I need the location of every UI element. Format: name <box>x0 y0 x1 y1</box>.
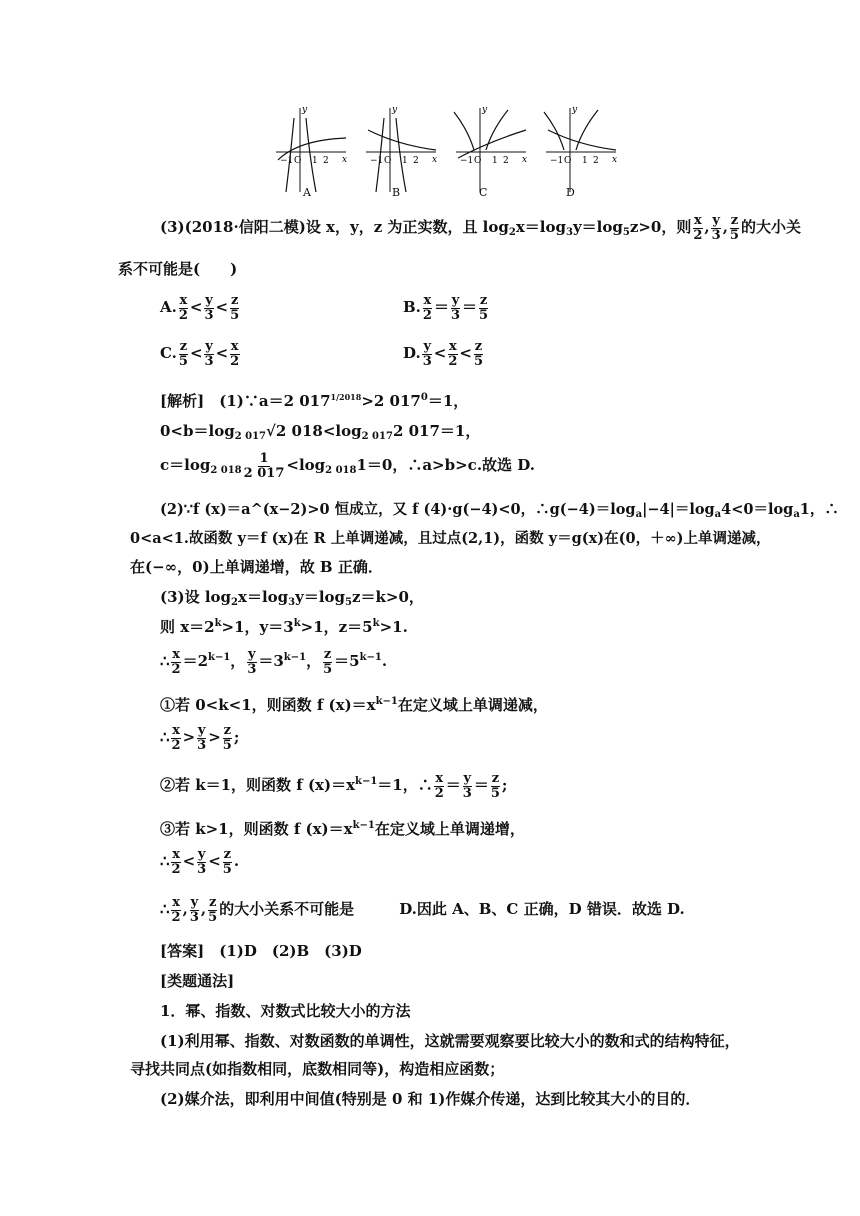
analysis-p1-line-2: $0<b=\log_{2 017}√2$ $018<\log_{2 017}2$ 017＝1， <box>160 422 481 442</box>
graph-c <box>454 105 527 192</box>
graph-a <box>276 105 347 192</box>
analysis-p2-line-3: 在(−∞，0)上单调递增，故 B 正确． <box>130 558 383 576</box>
svg-text:1: 1 <box>492 156 498 166</box>
analysis-p3-line-3: ∴ $\frac{x}{2}$ $=2^{k-1}$， $\frac{y}{3}$ $=3^{k-1}$， $\frac{z}{5}$ $=5^{k-1}$. <box>160 647 388 677</box>
svg-text:−1: −1 <box>370 156 384 166</box>
analysis-p3-line-1: (3)设 $\log_2x=\log_3y=\log_5z=k>0$， <box>160 588 424 608</box>
svg-text:y: y <box>482 105 488 115</box>
graph-d <box>544 105 617 192</box>
option-d: D. $\frac{y}{3}$ < $\frac{x}{2}$ < $\frac{z}{5}$ <box>403 339 483 369</box>
svg-text:1: 1 <box>582 156 588 166</box>
question-3-line-2: 系不可能是( ) <box>118 260 238 278</box>
analysis-p2-line-2: 0<a<1.故函数 y＝f (x)在 R 上单调递减，且过点(2,1)，函数 y＝g(x)在(0，＋∞)上单调递减， <box>130 530 771 547</box>
method-heading: 1．幂、指数、对数式比较大小的方法 <box>160 1002 411 1020</box>
method-label: [类题通法] <box>160 972 235 990</box>
method-p1-line-2: 寻找共同点(如指数相同，底数相同等)，构造相应函数； <box>130 1060 505 1078</box>
svg-text:1: 1 <box>402 156 408 166</box>
graph-b <box>366 105 437 192</box>
svg-text:O: O <box>474 156 482 166</box>
analysis-p3-case-1-result: ∴ $\frac{x}{2}$ > $\frac{y}{3}$ > $\frac{z}{5}$ ; <box>160 723 240 753</box>
analysis-p3-line-2: 则 $x=2^k>1$，$y=3^k>1$，$z=5^k>1$. <box>160 618 408 636</box>
answer-line: [答案] (1)D (2)B (3)D <box>160 942 362 960</box>
analysis-p1-line-1: [解析] (1)∵a＝2 $017^{1/2018}>2$ $017^0=1$， <box>160 392 469 410</box>
svg-text:2: 2 <box>593 156 599 166</box>
svg-text:x: x <box>522 155 528 165</box>
svg-text:y: y <box>302 105 308 115</box>
method-p2: (2)媒介法，即利用中间值(特别是 0 和 1)作媒介传递，达到比较其大小的目的． <box>160 1090 701 1108</box>
graph-label-b: B <box>392 186 401 199</box>
graph-label-a: A <box>303 186 311 199</box>
svg-text:2: 2 <box>503 156 509 166</box>
svg-text:y: y <box>572 105 578 115</box>
option-a: A. $\frac{x}{2}$ < $\frac{y}{3}$ < $\frac{z}{5}$ <box>160 293 240 323</box>
analysis-p1-line-3: $c=\log_{2 018}$ $\frac{1}{2 017}$ $<\log_{2 018}1=0$，∴a>b>c.故选 D. <box>160 451 535 481</box>
graph-label-c: C <box>479 186 488 199</box>
option-b: B. $\frac{x}{2}$ ＝ $\frac{y}{3}$ ＝ $\frac{z}{5}$ <box>403 293 489 323</box>
analysis-p3-case-3: ③若 k>1，则函数 f $(x)=x^{k-1}$在定义域上单调递增， <box>160 820 525 838</box>
svg-text:−1: −1 <box>280 156 294 166</box>
svg-text:O: O <box>564 156 572 166</box>
analysis-p3-conclusion: ∴ $\frac{x}{2}$ , $\frac{y}{3}$ , $\frac{z}{5}$ 的大小关系不可能是 D.因此 A、B、C 正确，D 错误．故选 D. <box>160 895 685 925</box>
svg-text:y: y <box>392 105 398 115</box>
svg-text:O: O <box>384 156 392 166</box>
graph-label-d: D <box>566 186 575 199</box>
svg-text:x: x <box>432 155 438 165</box>
svg-text:x: x <box>612 155 618 165</box>
svg-text:−1: −1 <box>460 156 474 166</box>
svg-text:2: 2 <box>323 156 329 166</box>
svg-text:1: 1 <box>312 156 318 166</box>
function-graphs-figure <box>268 100 618 200</box>
svg-text:−1: −1 <box>550 156 564 166</box>
option-c: C. $\frac{z}{5}$ < $\frac{y}{3}$ < $\frac{x}{2}$ <box>160 339 240 369</box>
analysis-p3-case-3-result: ∴ $\frac{x}{2}$ < $\frac{y}{3}$ < $\frac{z}{5}$ . <box>160 847 240 877</box>
method-p1-line-1: (1)利用幂、指数、对数函数的单调性，这就需要观察要比较大小的数和式的结构特征， <box>160 1032 740 1050</box>
svg-text:O: O <box>294 156 302 166</box>
analysis-p3-case-1: ①若 0<k<1，则函数 f $(x)=x^{k-1}$在定义域上单调递减， <box>160 696 548 714</box>
analysis-p2-line-1: (2)∵f (x)＝a^(x−2)>0 恒成立，又 f (4)·g(−4)<0，$\therefore g(-4)=\log_a|-4|=\log_a4<0=\log_a1$，∴ <box>160 501 839 520</box>
svg-text:x: x <box>342 155 348 165</box>
svg-text:2: 2 <box>413 156 419 166</box>
analysis-p3-case-2: ②若 k＝1，则函数 f $(x)=x^{k-1}=1$，∴ $\frac{x}{2}$ ＝ $\frac{y}{3}$ ＝ $\frac{z}{5}$ ; <box>160 771 508 801</box>
question-3-line-1: (3)(2018·信阳二模)设 x，y，z 为正实数，且 $\log_2x=\log_3y=\log_5z>0$，则 $\frac{x}{2}$ , $\frac{y}{3}$ , $\frac{z}{5}$ 的大小关 <box>160 213 801 243</box>
